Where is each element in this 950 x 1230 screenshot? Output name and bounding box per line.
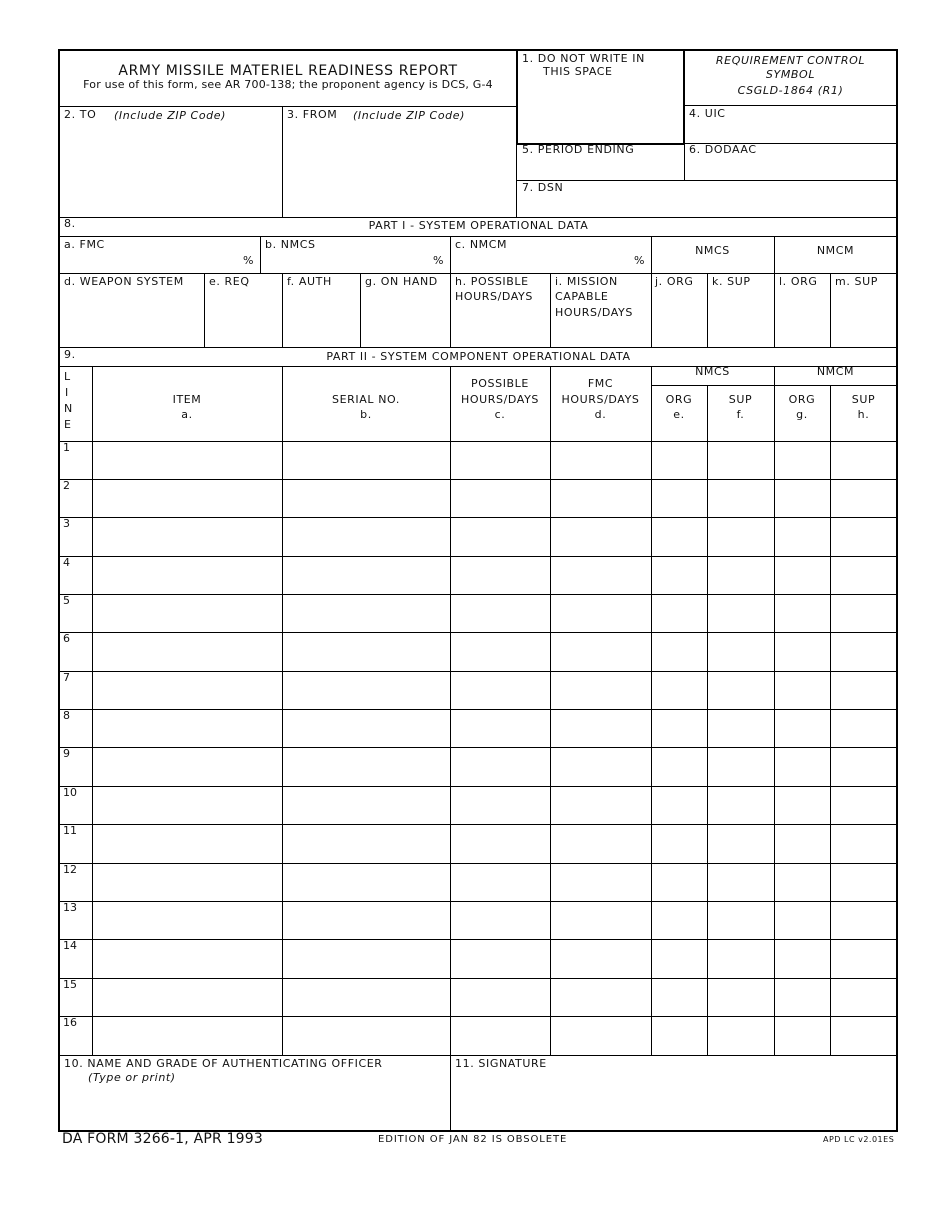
nmcm-header: NMCM bbox=[816, 365, 855, 378]
item-cell[interactable] bbox=[94, 788, 280, 822]
nmcm-sup-cell[interactable] bbox=[832, 711, 894, 745]
dsn-field[interactable] bbox=[520, 195, 895, 216]
nmcs-sup-cell[interactable] bbox=[709, 865, 772, 899]
form-number: DA FORM 3266-1, APR 1993 bbox=[62, 1131, 264, 1147]
weapon-system-label: d. WEAPON SYSTEM bbox=[64, 275, 184, 288]
fmc-header-sub: d. bbox=[594, 408, 607, 421]
nmcs-sup-cell[interactable] bbox=[709, 903, 772, 937]
nmcs-org-cell[interactable] bbox=[653, 481, 705, 515]
serial-cell[interactable] bbox=[284, 519, 448, 554]
mission-capable-label: i. MISSION bbox=[555, 275, 618, 288]
possible-header-2: HOURS/DAYS bbox=[461, 393, 539, 406]
part2-title: PART II - SYSTEM COMPONENT OPERATIONAL DATA bbox=[326, 350, 631, 363]
nmcm-org-cell[interactable] bbox=[776, 788, 828, 822]
nmcs-sup-cell[interactable] bbox=[709, 519, 772, 554]
line-letter-l: L bbox=[64, 370, 71, 383]
nmcm-field[interactable] bbox=[453, 252, 629, 272]
dodaac-field[interactable] bbox=[687, 157, 895, 179]
nmcs-sup-cell[interactable] bbox=[709, 826, 772, 861]
officer-label: 10. NAME AND GRADE OF AUTHENTICATING OFFICER bbox=[64, 1057, 383, 1070]
edition-note: EDITION OF JAN 82 IS OBSOLETE bbox=[378, 1134, 568, 1145]
org-e-header: ORG bbox=[665, 393, 693, 406]
nmcm-label: c. NMCM bbox=[455, 238, 508, 251]
possible-header: POSSIBLE bbox=[471, 377, 529, 390]
nmcs-sup-cell[interactable] bbox=[709, 558, 772, 592]
nmcm-org-cell[interactable] bbox=[776, 1018, 828, 1053]
nmcm-sup-cell[interactable] bbox=[832, 826, 894, 861]
fmc-hours-cell[interactable] bbox=[552, 634, 649, 669]
nmcs-percent: % bbox=[433, 254, 445, 267]
item-cell[interactable] bbox=[94, 673, 280, 707]
serial-cell[interactable] bbox=[284, 1018, 448, 1053]
item-cell[interactable] bbox=[94, 596, 280, 630]
nmcs-org-cell[interactable] bbox=[653, 596, 705, 630]
nmcs-org-cell[interactable] bbox=[653, 634, 705, 669]
nmcs-org-cell[interactable] bbox=[653, 1018, 705, 1053]
req-field[interactable] bbox=[206, 292, 280, 346]
possible-hours-cell[interactable] bbox=[452, 826, 548, 861]
possible-hours-cell[interactable] bbox=[452, 596, 548, 630]
nmcm-org-cell[interactable] bbox=[776, 481, 828, 515]
serial-cell[interactable] bbox=[284, 865, 448, 899]
mission-capable-label-2: CAPABLE bbox=[555, 290, 609, 303]
mission-capable-field[interactable] bbox=[552, 322, 649, 346]
nmcm-org-cell[interactable] bbox=[776, 980, 828, 1014]
uic-label: 4. UIC bbox=[689, 107, 726, 120]
officer-name-field[interactable] bbox=[62, 1086, 448, 1128]
part1-title: PART I - SYSTEM OPERATIONAL DATA bbox=[368, 219, 589, 232]
nmcs-sup-cell[interactable] bbox=[709, 711, 772, 745]
nmcm-percent: % bbox=[634, 254, 646, 267]
form-subtitle: For use of this form, see AR 700-138; the proponent agency is DCS, G-4 bbox=[83, 78, 493, 91]
nmcm-sup-cell[interactable] bbox=[832, 865, 894, 899]
sup-f-header: SUP bbox=[728, 393, 753, 406]
nmcm-org-cell[interactable] bbox=[776, 519, 828, 554]
to-label: 2. TO bbox=[64, 108, 97, 121]
on-hand-label: g. ON HAND bbox=[365, 275, 438, 288]
version-label: APD LC v2.01ES bbox=[823, 1135, 895, 1144]
item-cell[interactable] bbox=[94, 980, 280, 1014]
nmcm-sup-cell[interactable] bbox=[832, 481, 894, 515]
nmcs-sup-cell[interactable] bbox=[709, 481, 772, 515]
nmcm-org-cell[interactable] bbox=[776, 903, 828, 937]
on-hand-field[interactable] bbox=[362, 292, 448, 346]
nmcs-org-cell[interactable] bbox=[653, 519, 705, 554]
possible-header-sub: c. bbox=[494, 408, 506, 421]
req-label: e. REQ bbox=[209, 275, 250, 288]
fmc-header: FMC bbox=[587, 377, 614, 390]
nmcm-sup-cell[interactable] bbox=[832, 903, 894, 937]
line-number: 6 bbox=[63, 632, 70, 645]
to-note: (Include ZIP Code) bbox=[114, 109, 226, 122]
sup-h-sub: h. bbox=[857, 408, 870, 421]
line-number: 4 bbox=[63, 556, 70, 569]
nmcs-org-cell[interactable] bbox=[653, 443, 705, 477]
part2-number: 9. bbox=[64, 348, 76, 361]
uic-field[interactable] bbox=[687, 120, 895, 142]
nmcm-org-cell[interactable] bbox=[776, 443, 828, 477]
line-number: 11 bbox=[63, 824, 77, 837]
fmc-label: a. FMC bbox=[64, 238, 105, 251]
fmc-hours-cell[interactable] bbox=[552, 941, 649, 976]
possible-hours-field[interactable] bbox=[452, 306, 548, 346]
possible-hours-cell[interactable] bbox=[452, 1018, 548, 1053]
nmcs-org-cell[interactable] bbox=[653, 903, 705, 937]
auth-field[interactable] bbox=[284, 292, 358, 346]
line-number: 15 bbox=[63, 978, 77, 991]
item-cell[interactable] bbox=[94, 481, 280, 515]
nmcm-sup-cell[interactable] bbox=[832, 673, 894, 707]
serial-cell[interactable] bbox=[284, 634, 448, 669]
period-ending-label: 5. PERIOD ENDING bbox=[522, 143, 635, 156]
block-1-label-b: THIS SPACE bbox=[543, 65, 613, 78]
serial-cell[interactable] bbox=[284, 596, 448, 630]
nmcm-org-field[interactable] bbox=[776, 292, 828, 346]
fmc-hours-cell[interactable] bbox=[552, 558, 649, 592]
org-e-sub: e. bbox=[673, 408, 685, 421]
sup-h-header: SUP bbox=[851, 393, 876, 406]
possible-hours-cell[interactable] bbox=[452, 749, 548, 784]
item-cell[interactable] bbox=[94, 634, 280, 669]
line-number: 7 bbox=[63, 671, 70, 684]
rcs-line-3: CSGLD-1864 (R1) bbox=[737, 84, 844, 97]
fmc-percent: % bbox=[243, 254, 255, 267]
from-label: 3. FROM bbox=[287, 108, 338, 121]
nmcm-sup-cell[interactable] bbox=[832, 558, 894, 592]
nmcs-sup-cell[interactable] bbox=[709, 596, 772, 630]
form-title: ARMY MISSILE MATERIEL READINESS REPORT bbox=[118, 63, 458, 79]
possible-hours-cell[interactable] bbox=[452, 634, 548, 669]
serial-cell[interactable] bbox=[284, 711, 448, 745]
nmcs-org-cell[interactable] bbox=[653, 865, 705, 899]
fmc-hours-cell[interactable] bbox=[552, 481, 649, 515]
line-number: 2 bbox=[63, 479, 70, 492]
possible-hours-cell[interactable] bbox=[452, 558, 548, 592]
serial-cell[interactable] bbox=[284, 903, 448, 937]
possible-hours-cell[interactable] bbox=[452, 865, 548, 899]
line-letter-e: E bbox=[64, 418, 72, 431]
serial-header: SERIAL NO. bbox=[332, 393, 400, 406]
nmcs-sup-cell[interactable] bbox=[709, 788, 772, 822]
item-cell[interactable] bbox=[94, 865, 280, 899]
nmcs-sup-cell[interactable] bbox=[709, 749, 772, 784]
dsn-label: 7. DSN bbox=[522, 181, 564, 194]
nmcm-sup-cell[interactable] bbox=[832, 749, 894, 784]
org-g-sub: g. bbox=[796, 408, 808, 421]
nmcm-org-cell[interactable] bbox=[776, 749, 828, 784]
fmc-hours-cell[interactable] bbox=[552, 596, 649, 630]
officer-note: (Type or print) bbox=[88, 1071, 176, 1084]
serial-cell[interactable] bbox=[284, 788, 448, 822]
nmcm-org-cell[interactable] bbox=[776, 596, 828, 630]
nmcs-org-cell[interactable] bbox=[653, 558, 705, 592]
nmcs-org-field[interactable] bbox=[653, 292, 705, 346]
dodaac-label: 6. DODAAC bbox=[689, 143, 757, 156]
possible-hours-cell[interactable] bbox=[452, 941, 548, 976]
item-header-sub: a. bbox=[181, 408, 193, 421]
nmcm-org-cell[interactable] bbox=[776, 941, 828, 976]
org-g-header: ORG bbox=[788, 393, 816, 406]
item-cell[interactable] bbox=[94, 519, 280, 554]
fmc-hours-cell[interactable] bbox=[552, 673, 649, 707]
possible-hours-cell[interactable] bbox=[452, 443, 548, 477]
line-number: 14 bbox=[63, 939, 77, 952]
line-number: 12 bbox=[63, 863, 77, 876]
mission-capable-label-3: HOURS/DAYS bbox=[555, 306, 633, 319]
from-note: (Include ZIP Code) bbox=[353, 109, 465, 122]
fmc-hours-cell[interactable] bbox=[552, 826, 649, 861]
nmcm-sup-cell[interactable] bbox=[832, 443, 894, 477]
serial-cell[interactable] bbox=[284, 980, 448, 1014]
to-address-field[interactable] bbox=[62, 125, 280, 215]
nmcm-org-cell[interactable] bbox=[776, 634, 828, 669]
possible-hours-cell[interactable] bbox=[452, 673, 548, 707]
line-number: 9 bbox=[63, 747, 70, 760]
nmcs-sup-cell[interactable] bbox=[709, 443, 772, 477]
line-letter-i: I bbox=[65, 386, 69, 399]
nmcm-sup-cell[interactable] bbox=[832, 634, 894, 669]
nmcm-org-cell[interactable] bbox=[776, 711, 828, 745]
nmcs-group-header: NMCS bbox=[695, 244, 730, 257]
line-number: 10 bbox=[63, 786, 77, 799]
nmcs-sup-cell[interactable] bbox=[709, 941, 772, 976]
signature-field[interactable] bbox=[453, 1072, 894, 1128]
possible-hours-label: h. POSSIBLE bbox=[455, 275, 529, 288]
fmc-hours-cell[interactable] bbox=[552, 865, 649, 899]
possible-hours-cell[interactable] bbox=[452, 980, 548, 1014]
block-1-label: 1. DO NOT WRITE IN bbox=[522, 52, 645, 65]
nmcm-sup-label: m. SUP bbox=[835, 275, 878, 288]
nmcs-org-cell[interactable] bbox=[653, 711, 705, 745]
item-cell[interactable] bbox=[94, 1018, 280, 1053]
nmcs-sup-cell[interactable] bbox=[709, 1018, 772, 1053]
weapon-system-field[interactable] bbox=[62, 292, 202, 346]
nmcm-sup-field[interactable] bbox=[832, 292, 895, 346]
nmcm-sup-cell[interactable] bbox=[832, 941, 894, 976]
line-letter-n: N bbox=[64, 402, 73, 415]
nmcs-sup-cell[interactable] bbox=[709, 673, 772, 707]
nmcs-org-label: j. ORG bbox=[655, 275, 694, 288]
nmcs-org-cell[interactable] bbox=[653, 788, 705, 822]
nmcm-sup-cell[interactable] bbox=[832, 788, 894, 822]
signature-label: 11. SIGNATURE bbox=[455, 1057, 547, 1070]
item-cell[interactable] bbox=[94, 903, 280, 937]
nmcm-sup-cell[interactable] bbox=[832, 519, 894, 554]
serial-cell[interactable] bbox=[284, 558, 448, 592]
fmc-hours-cell[interactable] bbox=[552, 519, 649, 554]
fmc-hours-cell[interactable] bbox=[552, 1018, 649, 1053]
nmcs-org-cell[interactable] bbox=[653, 941, 705, 976]
nmcs-org-cell[interactable] bbox=[653, 980, 705, 1014]
nmcs-org-cell[interactable] bbox=[653, 673, 705, 707]
serial-cell[interactable] bbox=[284, 481, 448, 515]
rcs-line-1: REQUIREMENT CONTROL bbox=[715, 54, 866, 67]
nmcm-sup-cell[interactable] bbox=[832, 1018, 894, 1053]
item-cell[interactable] bbox=[94, 826, 280, 861]
serial-header-sub: b. bbox=[360, 408, 372, 421]
fmc-hours-cell[interactable] bbox=[552, 788, 649, 822]
nmcs-org-cell[interactable] bbox=[653, 826, 705, 861]
possible-hours-cell[interactable] bbox=[452, 711, 548, 745]
line-number: 13 bbox=[63, 901, 77, 914]
item-cell[interactable] bbox=[94, 558, 280, 592]
nmcm-sup-cell[interactable] bbox=[832, 980, 894, 1014]
fmc-header-2: HOURS/DAYS bbox=[561, 393, 640, 406]
possible-hours-cell[interactable] bbox=[452, 788, 548, 822]
serial-cell[interactable] bbox=[284, 673, 448, 707]
fmc-hours-cell[interactable] bbox=[552, 711, 649, 745]
nmcs-sup-cell[interactable] bbox=[709, 634, 772, 669]
nmcm-org-cell[interactable] bbox=[776, 865, 828, 899]
item-cell[interactable] bbox=[94, 749, 280, 784]
nmcs-sup-cell[interactable] bbox=[709, 980, 772, 1014]
line-number: 16 bbox=[63, 1016, 77, 1029]
nmcs-sup-field[interactable] bbox=[709, 292, 772, 346]
period-ending-field[interactable] bbox=[520, 157, 682, 179]
line-number: 5 bbox=[63, 594, 70, 607]
nmcm-org-cell[interactable] bbox=[776, 673, 828, 707]
serial-cell[interactable] bbox=[284, 443, 448, 477]
fmc-hours-cell[interactable] bbox=[552, 443, 649, 477]
nmcs-label: b. NMCS bbox=[265, 238, 316, 251]
fmc-hours-cell[interactable] bbox=[552, 749, 649, 784]
serial-cell[interactable] bbox=[284, 749, 448, 784]
item-cell[interactable] bbox=[94, 941, 280, 976]
sup-f-sub: f. bbox=[736, 408, 745, 421]
possible-hours-cell[interactable] bbox=[452, 481, 548, 515]
nmcs-field[interactable] bbox=[263, 252, 428, 272]
possible-hours-cell[interactable] bbox=[452, 519, 548, 554]
fmc-field[interactable] bbox=[62, 252, 237, 272]
from-address-field[interactable] bbox=[285, 125, 514, 215]
serial-cell[interactable] bbox=[284, 826, 448, 861]
nmcs-org-cell[interactable] bbox=[653, 749, 705, 784]
fmc-hours-cell[interactable] bbox=[552, 980, 649, 1014]
nmcm-org-label: l. ORG bbox=[779, 275, 818, 288]
nmcm-group-header: NMCM bbox=[816, 244, 855, 257]
item-cell[interactable] bbox=[94, 711, 280, 745]
possible-hours-label-2: HOURS/DAYS bbox=[455, 290, 533, 303]
item-header: ITEM bbox=[172, 393, 202, 406]
line-number: 3 bbox=[63, 517, 70, 530]
rcs-line-2: SYMBOL bbox=[765, 68, 816, 81]
fmc-hours-cell[interactable] bbox=[552, 903, 649, 937]
nmcm-sup-cell[interactable] bbox=[832, 596, 894, 630]
item-cell[interactable] bbox=[94, 443, 280, 477]
line-number: 1 bbox=[63, 441, 70, 454]
nmcm-org-cell[interactable] bbox=[776, 558, 828, 592]
nmcs-sup-label: k. SUP bbox=[712, 275, 751, 288]
nmcs-header: NMCS bbox=[695, 365, 730, 378]
serial-cell[interactable] bbox=[284, 941, 448, 976]
line-number: 8 bbox=[63, 709, 70, 722]
nmcm-org-cell[interactable] bbox=[776, 826, 828, 861]
part1-number: 8. bbox=[64, 217, 76, 230]
possible-hours-cell[interactable] bbox=[452, 903, 548, 937]
auth-label: f. AUTH bbox=[287, 275, 332, 288]
